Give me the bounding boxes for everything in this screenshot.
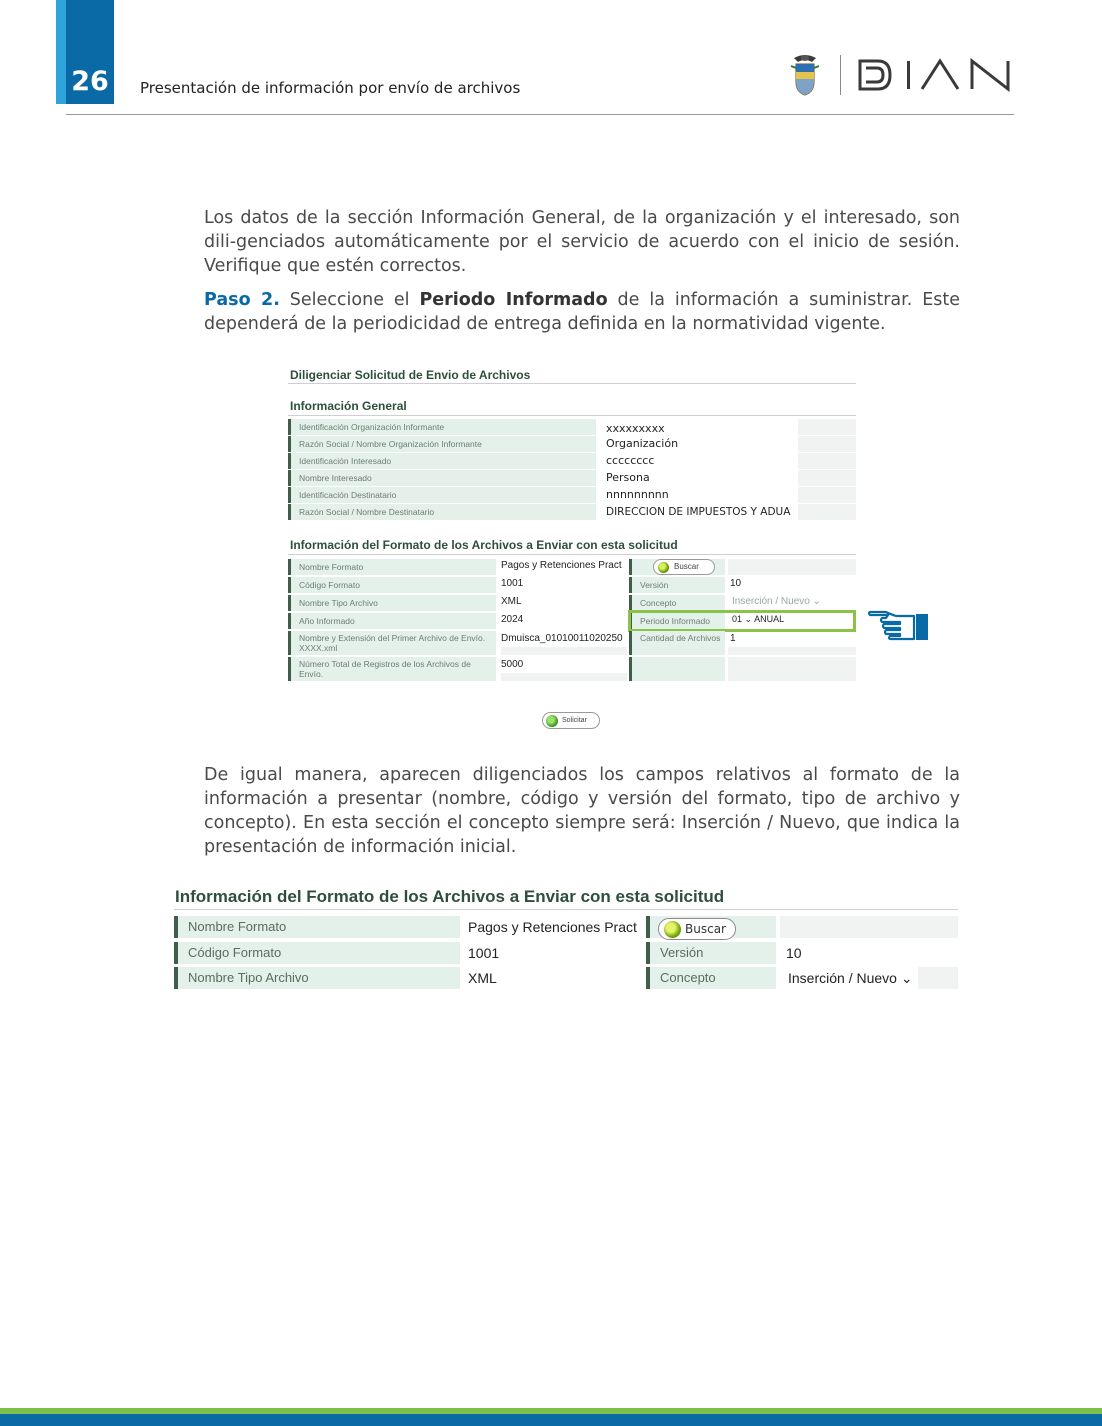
chevron-down-icon: ⌄ (900, 970, 913, 986)
zoom-codigo-formato-value: 1001 (468, 945, 500, 961)
zoom-version-label: Versión (646, 942, 776, 964)
coat-of-arms-icon (790, 52, 820, 96)
periodo-highlight-box (628, 610, 856, 632)
header-divider (66, 114, 1014, 115)
anio-informado-label: Año Informado (288, 613, 496, 629)
cantidad-archivos-value: 1 (730, 633, 736, 644)
formato-section-divider (288, 554, 856, 555)
zoom-nombre-formato-label: Nombre Formato (174, 916, 460, 938)
intro-paragraph: Los datos de la sección Información General, de la organización y el interesado, son dili-genciados automáticamente por el servicio de acuerdo con el inicio de sesión. Verifique que estén correctos. (204, 208, 960, 276)
zoom-concepto-select[interactable]: Inserción / Nuevo ⌄ (788, 970, 913, 986)
general-extra-cell (798, 470, 856, 486)
logo-separator (840, 55, 841, 95)
chevron-down-icon: ⌄ (812, 596, 821, 607)
dian-logo (856, 58, 1016, 92)
extension-archivo-value: Dmuisca_01010011020250 (501, 633, 623, 644)
chevron-down-icon: ⌄ (744, 614, 753, 624)
general-row (288, 453, 856, 469)
form-screenshot (288, 365, 858, 735)
formato-section-title: Información del Formato de los Archivos a Enviar con esta solicitud (290, 538, 678, 552)
anio-informado-value: 2024 (501, 614, 524, 625)
empty-label-cell (629, 657, 725, 681)
general-value: Persona (606, 471, 650, 484)
general-label: Identificación Destinatario (288, 487, 596, 503)
general-extra-cell (798, 436, 856, 452)
periodo-informado-term: Periodo Informado (419, 290, 608, 310)
zoom-codigo-formato-label: Código Formato (174, 942, 460, 964)
zoom-nombre-formato-value: Pagos y Retenciones Pract (468, 919, 637, 935)
general-extra-cell (798, 487, 856, 503)
zoom-divider (174, 909, 958, 910)
general-extra-cell (798, 504, 856, 520)
version-label: Versión (629, 577, 725, 593)
general-label: Razón Social / Nombre Organización Informante (288, 436, 596, 452)
description-paragraph: De igual manera, aparecen diligenciados los campos relativos al formato de la información a presentar (nombre, código y versión del formato, tipo de archivo y concepto). En esta sección el concepto siempre será: Inserción / Nuevo, que indica la presentación de información inicial. (204, 765, 960, 857)
concepto-select[interactable]: Inserción / Nuevo ⌄ (732, 596, 821, 607)
general-value: cccccccc (606, 454, 655, 467)
nombre-formato-value: Pagos y Retenciones Pract (501, 560, 622, 571)
form-title: Diligenciar Solicitud de Envio de Archivos (290, 368, 531, 382)
general-extra-cell (798, 453, 856, 469)
zoom-extra-cell (780, 916, 958, 938)
general-label: Nombre Interesado (288, 470, 596, 486)
page-tab-accent (56, 0, 66, 104)
zoom-section-title: Información del Formato de los Archivos a Enviar con esta solicitud (175, 887, 725, 906)
step-2-paragraph: Paso 2. Seleccione el Periodo Informado de la información a suministrar. Este dependerá de la periodicidad de entrega definida en la normatividad vigente. (204, 290, 960, 334)
footer-blue-bar (0, 1414, 1102, 1426)
general-value: Organización (606, 437, 679, 450)
tipo-archivo-value: XML (501, 596, 522, 607)
submit-button-icon (546, 715, 558, 727)
document-title: Presentación de información por envío de archivos (140, 79, 521, 97)
general-section-title: Información General (290, 399, 407, 413)
codigo-formato-label: Código Formato (288, 577, 496, 593)
periodo-informado-label: Periodo Informado (629, 613, 725, 629)
general-section-divider (288, 415, 856, 416)
total-registros-label: Número Total de Registros de los Archivos de Envío. (288, 657, 496, 681)
search-button-icon (664, 921, 681, 938)
search-button-icon (658, 562, 669, 573)
codigo-formato-value: 1001 (501, 578, 524, 589)
zoom-concepto-extra (918, 967, 958, 989)
periodo-informado-select[interactable]: 01 ⌄ ANUAL (732, 614, 785, 624)
step-label: Paso 2. (204, 290, 280, 310)
zoom-concepto-label: Concepto (646, 967, 776, 989)
cantidad-input-bg (728, 647, 856, 655)
general-row (288, 436, 856, 452)
solicitar-button[interactable]: Solicitar (542, 712, 600, 729)
formato-extra-cell (728, 559, 856, 575)
concepto-label: Concepto (629, 595, 725, 611)
general-row (288, 504, 856, 520)
extension-archivo-label: Nombre y Extensión del Primer Archivo de Envío. XXXX.xml (288, 631, 496, 655)
page-number: 26 (71, 66, 109, 97)
general-row (288, 470, 856, 486)
empty-value-cell (728, 657, 856, 681)
buscar-button[interactable]: Buscar (653, 559, 715, 575)
general-label: Razón Social / Nombre Destinatario (288, 504, 596, 520)
total-input-bg (501, 673, 627, 681)
pointing-hand-icon (866, 608, 930, 642)
general-value: xxxxxxxxx (606, 422, 665, 435)
form-title-divider (288, 383, 856, 384)
cantidad-archivos-label: Cantidad de Archivos (629, 631, 725, 655)
zoom-version-value: 10 (786, 945, 802, 961)
version-value: 10 (730, 578, 742, 589)
nombre-tipo-archivo-label: Nombre Tipo Archivo (288, 595, 496, 611)
general-label: Identificación Organización Informante (288, 419, 596, 435)
general-value: DIRECCION DE IMPUESTOS Y ADUA (606, 506, 791, 518)
zoom-buscar-button[interactable]: Buscar (658, 918, 736, 940)
general-row (288, 487, 856, 503)
general-label: Identificación Interesado (288, 453, 596, 469)
zoom-tipo-archivo-label: Nombre Tipo Archivo (174, 967, 460, 989)
extension-input-bg (501, 647, 627, 655)
total-registros-value: 5000 (501, 659, 524, 670)
general-value: nnnnnnnnn (606, 488, 669, 501)
general-row (288, 419, 856, 435)
zoomed-format-table (174, 885, 960, 995)
nombre-formato-label: Nombre Formato (288, 559, 496, 575)
general-extra-cell (798, 419, 856, 435)
zoom-tipo-archivo-value: XML (468, 970, 497, 986)
